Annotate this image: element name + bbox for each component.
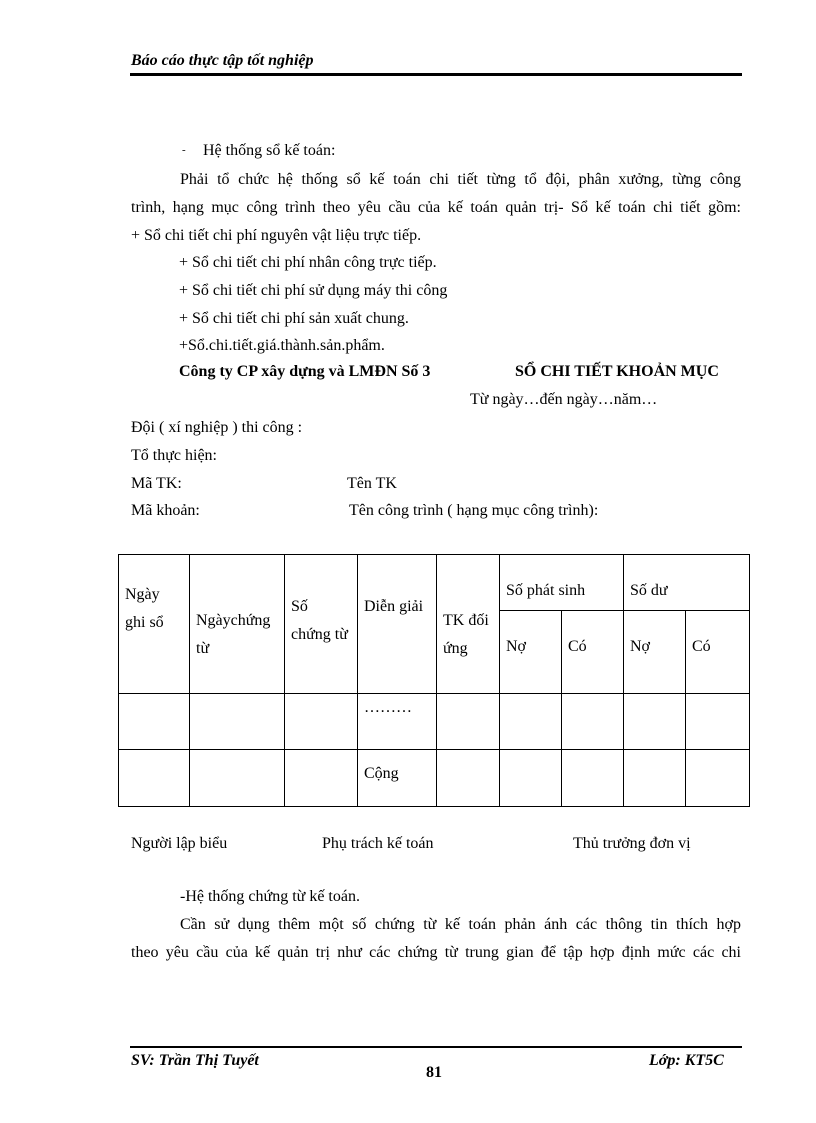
table-cell bbox=[562, 750, 624, 807]
header-balance-credit: Có bbox=[686, 611, 750, 694]
footer-student: SV: Trần Thị Tuyết bbox=[131, 1052, 259, 1069]
table-row bbox=[119, 694, 750, 750]
form-title: SỔ CHI TIẾT KHOẢN MỤC bbox=[515, 363, 719, 380]
header-rule bbox=[130, 73, 742, 76]
footer-rule bbox=[130, 1046, 742, 1048]
ledger-table bbox=[118, 554, 750, 807]
table-cell bbox=[624, 694, 686, 750]
header-incurred: Số phát sinh bbox=[500, 555, 624, 611]
table-cell bbox=[500, 694, 562, 750]
table-cell bbox=[285, 750, 358, 807]
list-item: +Sổ.chi.tiết.giá.thành.sản.phẩm. bbox=[179, 337, 385, 354]
header-balance-debit: Nợ bbox=[624, 611, 686, 694]
section-heading: -Hệ thống chứng từ kế toán. bbox=[180, 888, 360, 905]
signature-preparer: Người lập biểu bbox=[131, 835, 228, 852]
paragraph-line: Cần sử dụng thêm một số chứng từ kế toán phản ánh các thông tin thích hợp bbox=[180, 916, 741, 933]
table-cell bbox=[190, 750, 285, 807]
total-label: Cộng bbox=[358, 750, 437, 807]
header-contra-account: TK đối ứng bbox=[437, 555, 500, 694]
footer-class: Lớp: KT5C bbox=[649, 1052, 724, 1069]
project-label: Tên công trình ( hạng mục công trình): bbox=[349, 502, 599, 519]
table-cell bbox=[437, 750, 500, 807]
header-balance: Số dư bbox=[624, 555, 750, 611]
team-label: Đội ( xí nghiệp ) thi công : bbox=[131, 419, 303, 436]
list-item: + Sổ chi tiết chi phí nguyên vật liệu trực tiếp. bbox=[131, 227, 422, 244]
group-label: Tổ thực hiện: bbox=[131, 447, 217, 464]
table-cell bbox=[285, 694, 358, 750]
table-cell bbox=[624, 750, 686, 807]
table-cell bbox=[119, 750, 190, 807]
header-description: Diễn giải bbox=[358, 555, 437, 694]
list-item: + Sổ chi tiết chi phí sử dụng máy thi công bbox=[179, 282, 448, 299]
table-cell bbox=[437, 694, 500, 750]
header-incurred-credit: Có bbox=[562, 611, 624, 694]
table-cell bbox=[686, 750, 750, 807]
bullet: - bbox=[182, 144, 186, 156]
table-cell bbox=[686, 694, 750, 750]
header-posting-date: Ngày ghi sổ bbox=[119, 555, 190, 694]
header-voucher-number: Số chứng từ bbox=[285, 555, 358, 694]
table-cell bbox=[190, 694, 285, 750]
header-incurred-debit: Nợ bbox=[500, 611, 562, 694]
list-item: + Sổ chi tiết chi phí sản xuất chung. bbox=[179, 310, 409, 327]
item-code-label: Mã khoản: bbox=[131, 502, 200, 519]
paragraph-line: trình, hạng mục công trình theo yêu cầu của kế toán quản trị- Sổ kế toán chi tiết gồm: bbox=[131, 199, 741, 216]
description-dots: ……… bbox=[358, 694, 437, 750]
list-item: + Sổ chi tiết chi phí nhân công trực tiếp. bbox=[179, 254, 437, 271]
account-name-label: Tên TK bbox=[347, 475, 397, 492]
signature-head: Thủ trưởng đơn vị bbox=[573, 835, 691, 852]
page-number: 81 bbox=[426, 1064, 442, 1081]
date-range: Từ ngày…đến ngày…năm… bbox=[470, 391, 658, 408]
table-cell bbox=[119, 694, 190, 750]
header-voucher-date: Ngàychứng từ bbox=[190, 555, 285, 694]
section-heading: Hệ thống sổ kế toán: bbox=[203, 142, 336, 159]
header-title: Báo cáo thực tập tốt nghiệp bbox=[131, 52, 314, 69]
account-code-label: Mã TK: bbox=[131, 475, 182, 492]
paragraph-line: Phải tổ chức hệ thống sổ kế toán chi tiết từng tổ đội, phân xưởng, từng công bbox=[180, 171, 741, 188]
table-cell bbox=[500, 750, 562, 807]
table-cell bbox=[562, 694, 624, 750]
table-row-total bbox=[119, 750, 750, 807]
paragraph-line: theo yêu cầu của kế quản trị như các chứng từ trung gian để tập hợp định mức các chi bbox=[131, 944, 741, 961]
signature-chief-accountant: Phụ trách kế toán bbox=[322, 835, 434, 852]
company-name: Công ty CP xây dựng và LMĐN Số 3 bbox=[179, 363, 431, 380]
